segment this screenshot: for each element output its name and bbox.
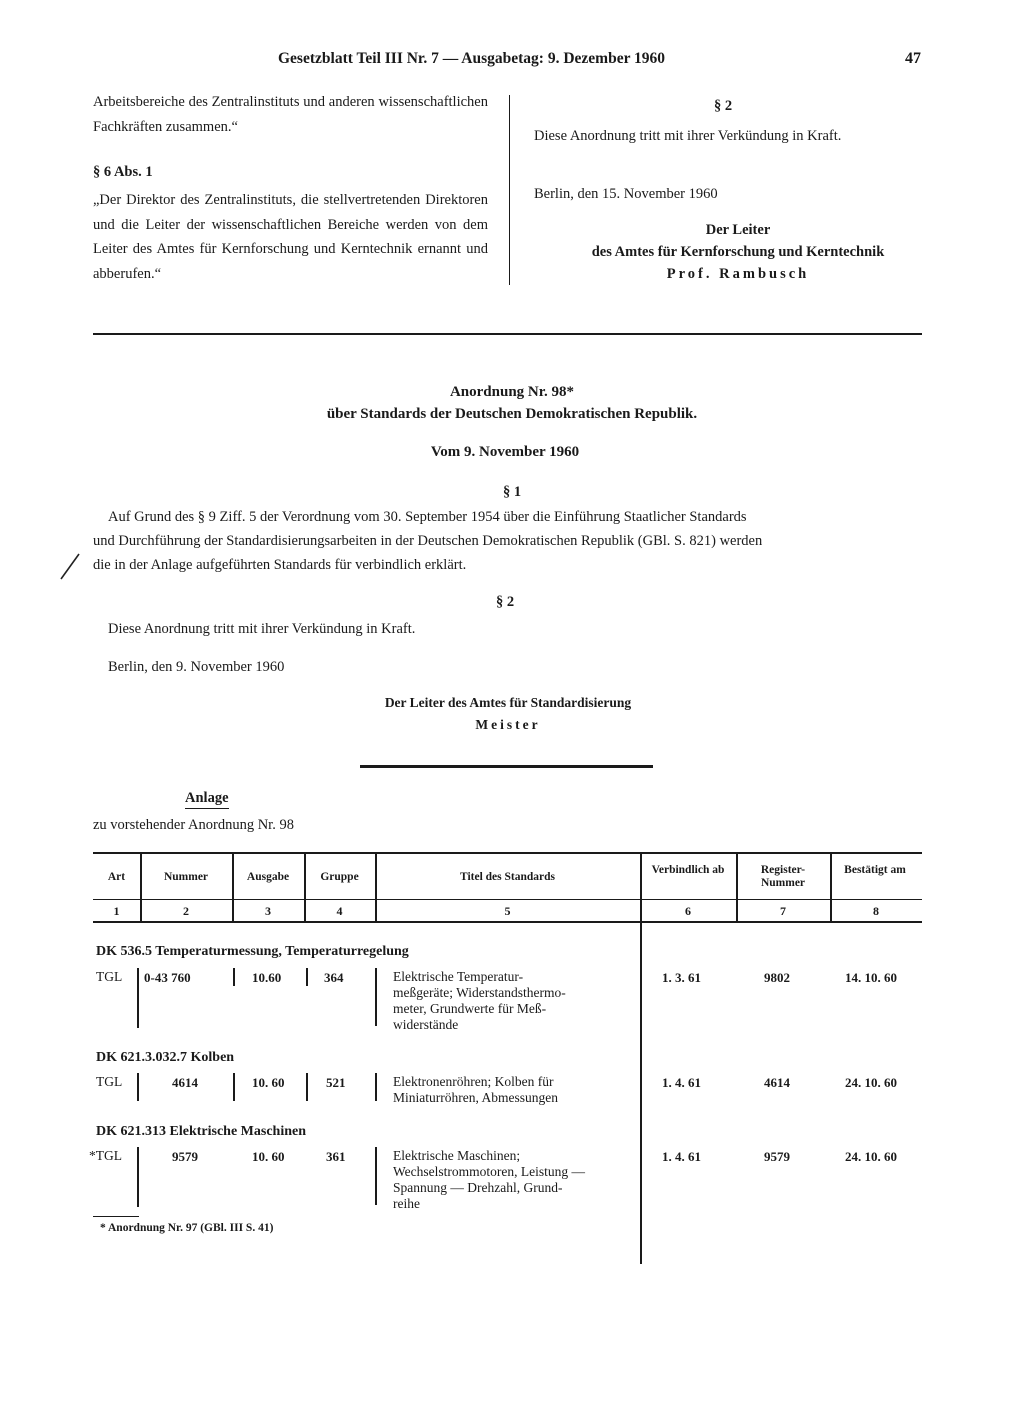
table-cell-bestaetigt: 14. 10. 60 (845, 970, 897, 985)
right-signature-office: des Amtes für Kernforschung und Kerntechnik (591, 244, 885, 260)
left-paragraph-2-wrap (93, 188, 488, 286)
annex-title: Anlage (185, 788, 229, 809)
col-number: 6 (685, 904, 691, 918)
page-number: 47 (905, 50, 921, 67)
table-cell-bestaetigt: 24. 10. 60 (845, 1075, 897, 1090)
table-cell-ausgabe: 10. 60 (252, 1149, 285, 1164)
col-header-verbindlich: Verbindlich ab (651, 864, 725, 876)
col-header-ausgabe: Ausgabe (246, 871, 290, 883)
table-cell-gruppe: 361 (326, 1149, 346, 1164)
table-cell-register: 9802 (764, 970, 790, 985)
right-signature-name: Prof. Rambusch (666, 266, 810, 282)
decree-section-1-line-1: Auf Grund des § 9 Ziff. 5 der Verordnung vom 30. September 1954 über die Einführung Staatlicher Standards (108, 509, 747, 525)
table-top-rule (93, 852, 922, 854)
left-section-heading (93, 160, 488, 185)
col-number: 7 (780, 904, 786, 918)
table-cell-verbindlich: 1. 4. 61 (662, 1075, 701, 1090)
row-separator (233, 968, 235, 986)
row-separator (306, 968, 308, 986)
col-header-nummer: Nummer (163, 871, 209, 883)
col-number: 3 (265, 904, 271, 918)
signature-rule (360, 765, 653, 768)
table-cell-nummer: 4614 (172, 1075, 198, 1090)
section-6-heading: § 6 Abs. 1 (93, 164, 153, 180)
col-header-gruppe: Gruppe (320, 871, 359, 883)
right-signature-title: Der Leiter (705, 222, 771, 238)
table-cell-titel: Elektrische Temperatur- meßgeräte; Widerstandsthermo- meter, Grundwerte für Meß- widerstände (393, 969, 566, 1032)
row-separator (137, 1147, 139, 1207)
footnote: * Anordnung Nr. 97 (GBl. III S. 41) (100, 1222, 274, 1234)
table-cell-art: TGL (96, 1074, 123, 1089)
table-cell-ausgabe: 10.60 (252, 970, 282, 985)
table-cell-gruppe: 364 (324, 970, 344, 985)
col-header-titel: Titel des Standards (459, 871, 555, 883)
table-section-heading: DK 536.5 Temperaturmessung, Temperaturregelung (96, 944, 409, 959)
decree-date: Vom 9. November 1960 (430, 444, 580, 460)
decree-signature-office: Der Leiter des Amtes für Standardisierung (384, 695, 632, 710)
table-header-rule (93, 899, 922, 900)
table-cell-art: TGL (96, 969, 123, 984)
table-number-rule (93, 921, 922, 923)
row-separator (137, 1073, 139, 1101)
table-cell-bestaetigt: 24. 10. 60 (845, 1149, 897, 1164)
running-header: Gesetzblatt Teil III Nr. 7 — Ausgabetag: 9. Dezember 1960 (278, 50, 666, 67)
left-column (93, 90, 488, 139)
left-paragraph-2: „Der Direktor des Zentralinstituts, die stellvertretenden Direktoren und die Leiter der wissenschaftlichen Bereiche werden von dem Leiter des Amtes für Kernforschung und Kerntechnik ernannt und abberufen.“ (93, 192, 488, 282)
section-divider-rule (93, 333, 922, 335)
table-cell-nummer: 9579 (172, 1149, 198, 1164)
left-paragraph-1: Arbeitsbereiche des Zentralinstituts und anderen wissenschaftlichen Fachkräften zusammen.“ (93, 94, 488, 135)
column-divider (509, 95, 510, 285)
decree-section-1-line-3: die in der Anlage aufgeführten Standards für verbindlich erklärt. (93, 557, 467, 573)
col-number: 1 (113, 904, 120, 918)
col-number: 8 (873, 904, 879, 918)
table-cell-art: *TGL (89, 1148, 122, 1163)
table-cell-register: 9579 (764, 1149, 790, 1164)
row-separator (306, 1073, 308, 1101)
right-date-line: Berlin, den 15. November 1960 (534, 186, 718, 202)
col-header-register: Register-Nummer (760, 864, 806, 889)
col-number: 5 (504, 904, 511, 918)
decree-section-2-heading: § 2 (495, 594, 515, 610)
table-section-heading: DK 621.3.032.7 Kolben (96, 1050, 235, 1065)
col-number: 4 (336, 904, 343, 918)
decree-title-line-2: über Standards der Deutschen Demokratischen Republik. (326, 406, 698, 422)
row-separator (137, 968, 139, 1028)
decree-section-2-text: Diese Anordnung tritt mit ihrer Verkündung in Kraft. (108, 621, 416, 637)
right-paragraph: Diese Anordnung tritt mit ihrer Verkündung in Kraft. (534, 128, 842, 144)
right-section-heading: § 2 (713, 98, 733, 114)
annex-subtitle: zu vorstehender Anordnung Nr. 98 (93, 817, 294, 833)
decree-section-1-line-2: und Durchführung der Standardisierungsarbeiten in der Deutschen Demokratischen Republik (GBl. S. 821) werden (93, 533, 763, 549)
col-header-bestaetigt: Bestätigt am (844, 864, 906, 876)
table-cell-verbindlich: 1. 4. 61 (662, 1149, 701, 1164)
margin-mark (58, 552, 82, 582)
decree-title-line-1: Anordnung Nr. 98* (449, 384, 575, 400)
decree-signature-name: Meister (475, 717, 541, 732)
col-number: 2 (183, 904, 189, 918)
table-section-heading: DK 621.313 Elektrische Maschinen (96, 1124, 306, 1139)
decree-date-line: Berlin, den 9. November 1960 (108, 659, 285, 675)
table-cell-nummer: 0-43 760 (144, 970, 191, 985)
table-cell-titel: Elektrische Maschinen; Wechselstrommotoren, Leistung — Spannung — Drehzahl, Grund- reihe (393, 1148, 585, 1211)
table-cell-ausgabe: 10. 60 (252, 1075, 285, 1090)
col-header-art: Art (107, 871, 126, 883)
row-separator (375, 1147, 377, 1205)
footnote-rule (93, 1216, 139, 1217)
row-separator (375, 968, 377, 1026)
row-separator (375, 1073, 377, 1101)
table-cell-register: 4614 (764, 1075, 790, 1090)
table-cell-verbindlich: 1. 3. 61 (662, 970, 701, 985)
table-cell-titel: Elektronenröhren; Kolben für Miniaturröhren, Abmessungen (393, 1074, 558, 1105)
row-separator (233, 1073, 235, 1101)
decree-section-1-heading: § 1 (502, 484, 522, 500)
table-cell-gruppe: 521 (326, 1075, 346, 1090)
